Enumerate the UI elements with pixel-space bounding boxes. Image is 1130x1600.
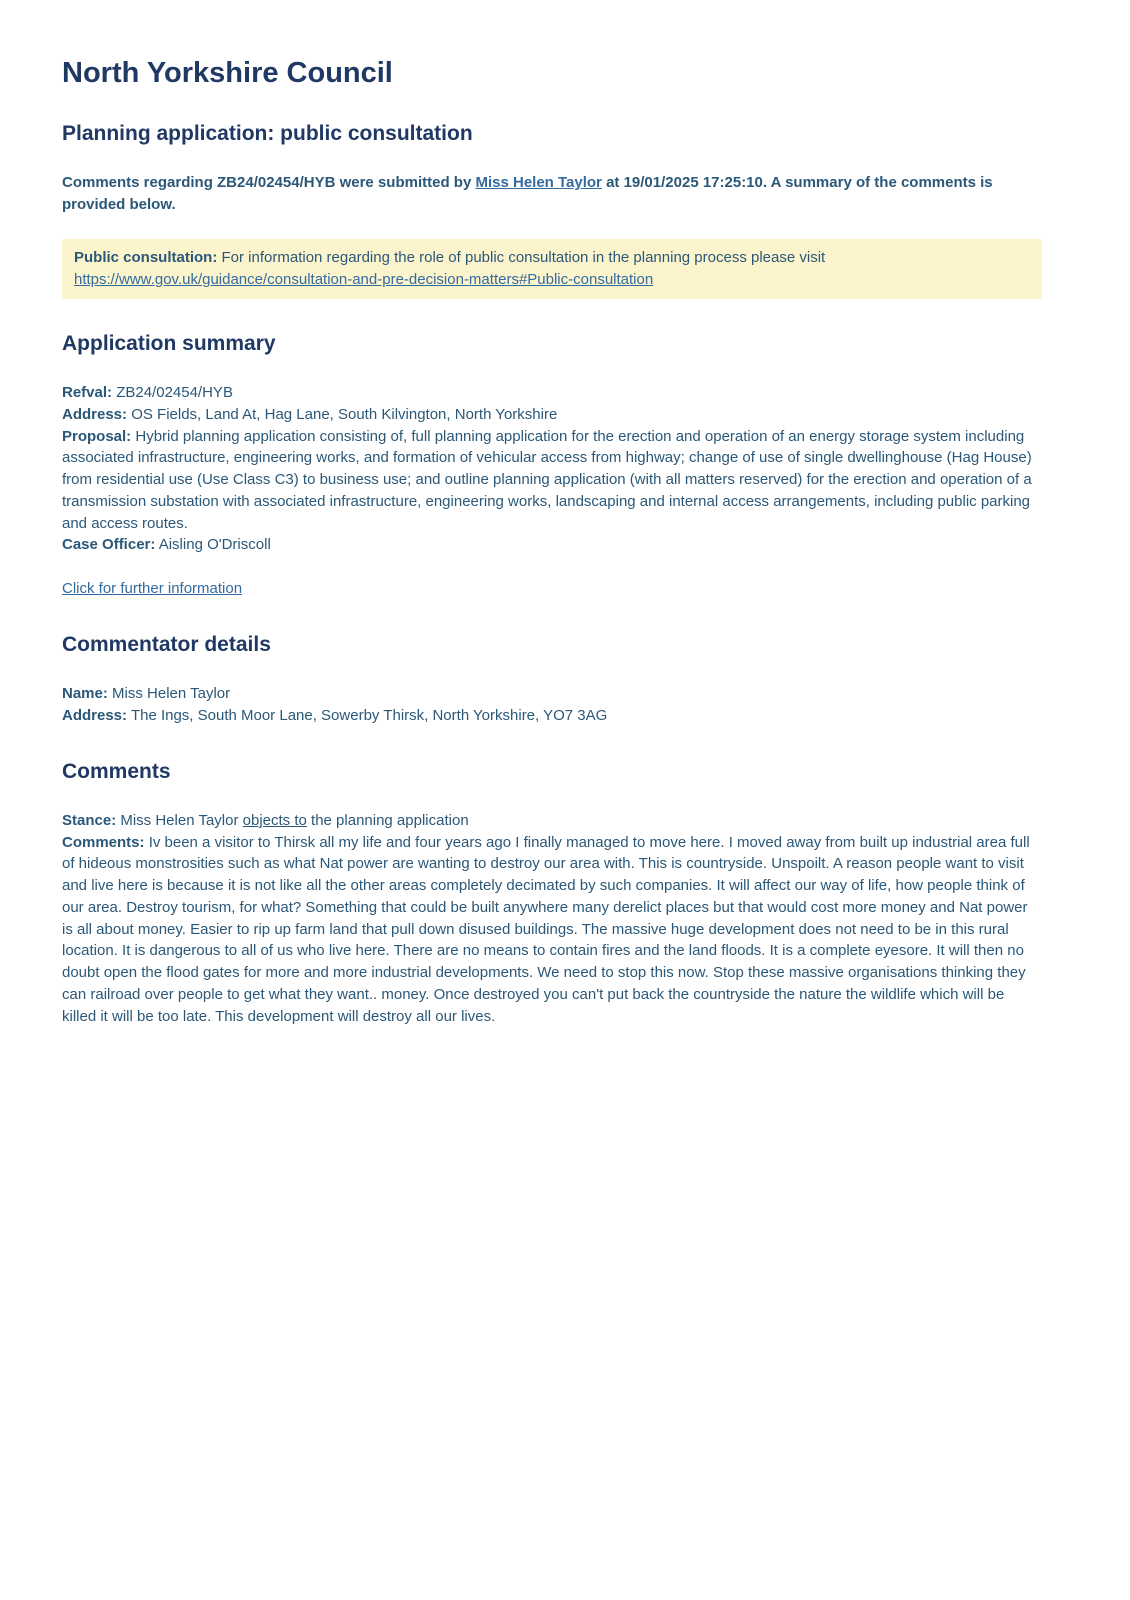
field-proposal-label: Proposal: — [62, 427, 132, 445]
field-case-officer-label: Case Officer: — [62, 536, 156, 554]
commentator-fields — [62, 683, 1042, 727]
stance-text-before: Miss Helen Taylor — [120, 811, 239, 829]
field-proposal — [62, 426, 1042, 535]
application-summary-fields — [62, 382, 1042, 556]
application-summary-heading: Application summary — [62, 331, 276, 355]
field-proposal-value: Hybrid planning application consisting of, full planning application for the erection and operation of an energy storage system including associated infrastructure, engineering works, and formation of vehicular access from highway; change of use of single dwellinghouse (Hag House) from residential use (Use Class C3) to business use; and outline planning application (with all matters reserved) for the erection and operation of a transmission substation with associated infrastructure, engineering works, landscaping and internal access arrangements, including public parking and access routes. — [62, 427, 1032, 532]
gov-uk-consultation-link[interactable]: https://www.gov.uk/guidance/consultation-and-pre-decision-matters#Public-consultation — [74, 271, 654, 289]
stance-label: Stance: — [62, 811, 117, 829]
field-commentator-address-label: Address: — [62, 706, 128, 724]
stance-objects-to: objects to — [242, 811, 307, 829]
field-name — [62, 683, 1042, 705]
field-name-value: Miss Helen Taylor — [112, 685, 231, 703]
field-case-officer-value: Aisling O'Driscoll — [158, 536, 271, 554]
comments-block — [62, 810, 1042, 1028]
page-subtitle: Planning application: public consultation — [62, 121, 473, 145]
field-commentator-address — [62, 705, 1042, 727]
further-information-link[interactable]: Click for further information — [62, 580, 243, 598]
comments-label: Comments: — [62, 833, 145, 851]
field-commentator-address-value: The Ings, South Moor Lane, Sowerby Thirsk, North Yorkshire, YO7 3AG — [130, 706, 608, 724]
field-name-label: Name: — [62, 685, 108, 703]
field-case-officer — [62, 534, 1042, 556]
notice-text: For information regarding the role of public consultation in the planning process please visit — [221, 249, 826, 267]
commentator-details-heading: Commentator details — [62, 632, 271, 656]
stance-line — [62, 810, 1042, 832]
field-refval-value: ZB24/02454/HYB — [116, 384, 233, 402]
field-address — [62, 404, 1042, 426]
intro-paragraph — [62, 172, 1042, 216]
page-title: North Yorkshire Council — [62, 57, 393, 89]
comments-heading: Comments — [62, 759, 171, 783]
intro-text-after: at 19/01/2025 17:25:10. A summary of the comments is provided below. — [62, 173, 993, 213]
field-address-label: Address: — [62, 405, 128, 423]
stance-text-after: the planning application — [311, 811, 469, 829]
commenter-name-link[interactable]: Miss Helen Taylor — [475, 173, 602, 191]
public-consultation-notice — [62, 239, 1042, 299]
field-refval — [62, 382, 1042, 404]
intro-text-before: Comments regarding ZB24/02454/HYB were submitted by — [62, 173, 472, 191]
further-information-row — [62, 578, 1042, 600]
comments-line — [62, 832, 1042, 1028]
comments-value: Iv been a visitor to Thirsk all my life and four years ago I finally managed to move here. I moved away from built up industrial area full of hideous monstrosities such as what Nat power are wanting to destroy our area with. This is countryside. Unspoilt. A reason people want to visit and live here is because it is not like all the other areas completely decimated by such companies. It will affect our way of life, how people think of our area. Destroy tourism, for what? Something that could be built anywhere many derelict places but that would cost more money and Nat power is all about money. Easier to rip up farm land that pull down disused buildings. The massive huge development does not need to be in this rural location. It is dangerous to all of us who live here. There are no means to contain fires and the land floods. It is a complete eyesore. It will then no doubt open the flood gates for more and more industrial developments. We need to stop this now. Stop these massive organisations thinking they can railroad over people to get what they want.. money. Once destroyed you can't put back the countryside the nature the wildlife which will be killed it will be too late. This development will destroy all our lives. — [62, 833, 1030, 1025]
field-refval-label: Refval: — [62, 384, 113, 402]
notice-label: Public consultation: — [74, 249, 218, 267]
field-address-value: OS Fields, Land At, Hag Lane, South Kilvington, North Yorkshire — [131, 405, 558, 423]
